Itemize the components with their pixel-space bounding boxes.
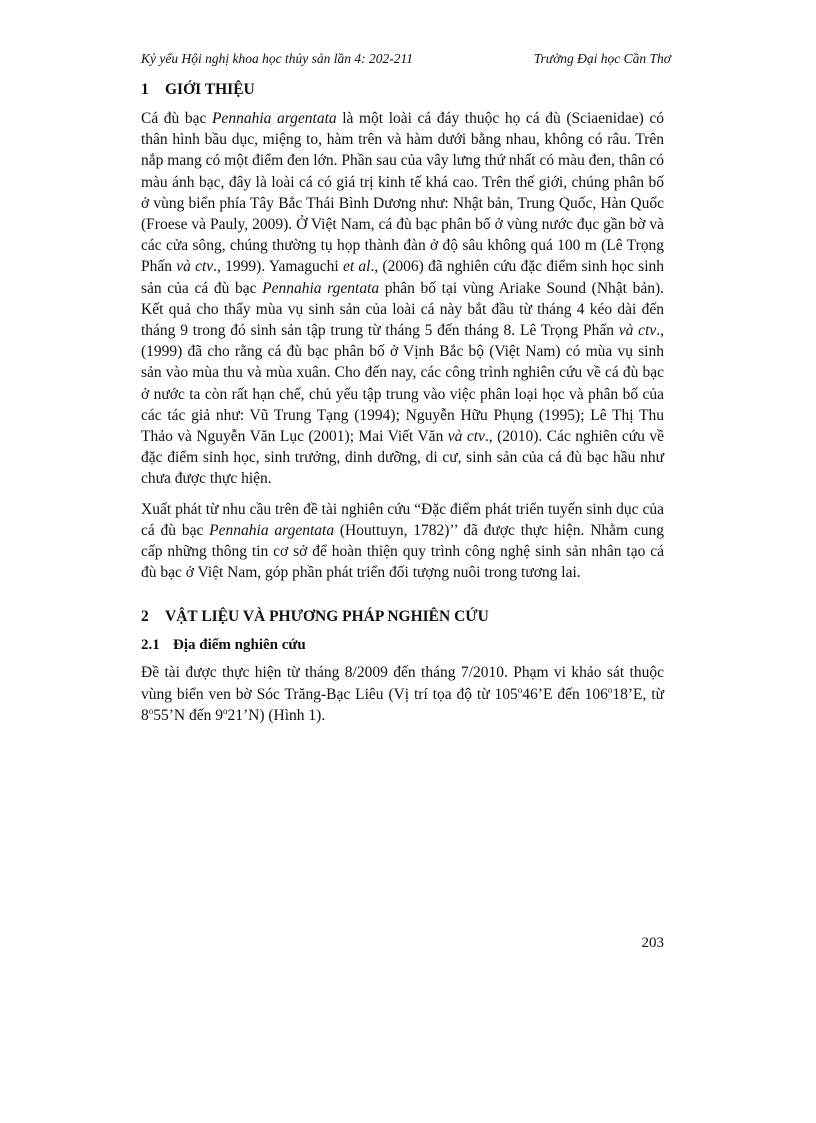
header-institution: Trường Đại học Cần Thơ <box>533 51 671 66</box>
intro-paragraph-2 <box>141 499 664 584</box>
text-run: Cá đù bạc <box>141 110 212 127</box>
degree-mark: o <box>223 705 228 716</box>
degree-mark: o <box>607 684 613 695</box>
text-run: 46’E đến 106 <box>522 685 608 703</box>
subsection-number: 2.1 <box>141 637 160 654</box>
text-run: 18’E, từ 8 <box>141 685 664 724</box>
text-run: ., 1999). Yamaguchi <box>213 258 343 276</box>
page-number: 203 <box>641 935 664 951</box>
citation-etal: và ctv <box>447 428 485 446</box>
text-run: Xuất phát từ nhu cầu trên đề tài nghiên cứu “Đặc điểm phát triển tuyến sinh dục của cá đù bạc <box>141 500 664 539</box>
text-run: Đề tài được thực hiện từ tháng 8/2009 đến tháng 7/2010. Phạm vi khảo sát thuộc vùng biển ven bờ Sóc Trăng-Bạc Liêu (Vị trí tọa độ từ 105 <box>141 664 664 703</box>
citation-etal: và ctv <box>176 258 214 276</box>
section-title: VẬT LIỆU VÀ PHƯƠNG PHÁP NGHIÊN CỨU <box>165 608 489 626</box>
running-header <box>141 50 671 68</box>
species-name: Pennahia argentata <box>209 521 335 539</box>
section-number: 1 <box>141 81 149 98</box>
text-run: ., (2010). Các nghiên cứu về đặc điểm sinh học, sinh trưởng, dinh dưỡng, di cư, sinh sản của cá đù bạc hầu như chưa được thực hiện. <box>141 428 664 488</box>
species-name: Pennahia argentata <box>211 110 337 127</box>
section-heading-introduction <box>141 80 664 100</box>
text-run: (Houttuyn, 1782)’’ đã được thực hiện. Nhằm cung cấp những thông tin cơ sở để hoàn thiện quy trình công nghệ sinh sản nhân tạo cá đù bạc ở Việt Nam, góp phần phát triển đối tượng nuôi trong tương lai. <box>141 521 664 582</box>
text-run: 55’N đến 9 <box>153 706 223 724</box>
citation-etal: et al <box>342 258 371 276</box>
study-site-paragraph <box>141 662 664 726</box>
subsection-title: Địa điểm nghiên cứu <box>173 637 306 654</box>
body-content <box>141 80 664 726</box>
header-proceedings-title: Kỷ yếu Hội nghị khoa học thủy sản lần 4: 202-211 <box>141 51 413 66</box>
intro-paragraph-1 <box>141 108 664 490</box>
text-run: ., (2006) đã nghiên cứu đặc điểm sinh học sinh sản của cá đù bạc <box>141 258 665 297</box>
section-title: GIỚI THIỆU <box>165 81 255 98</box>
text-run: phân bố tại vùng Ariake Sound (Nhật bản). Kết quả cho thấy mùa vụ sinh sản của loài cá này bắt đầu từ tháng 4 kéo dài đến tháng 9 trong đó sinh sản tập trung từ tháng 5 đến tháng 8. Lê Trọng Phấn <box>141 279 665 340</box>
text-run: ., (1999) đã cho rằng cá đù bạc phân bố ở Vịnh Bắc bộ (Việt Nam) có mùa vụ sinh sản vào mùa thu và mùa xuân. Cho đến nay, các công trình nghiên cứu về cá đù bạc ở nước ta còn rất hạn chế, chủ yếu tập trung vào việc phân loại học và phân bố của các tác giả như: Vũ Trung Tạng (1994); Nguyễn Hữu Phụng (1995); Lê Thị Thu Thảo và Nguyễn Văn Lục (2001); Mai Viết Văn <box>141 322 665 446</box>
degree-mark: o <box>148 705 154 716</box>
citation-etal: và ctv <box>618 322 657 340</box>
subsection-heading-study-site <box>141 635 664 655</box>
section-heading-materials-methods <box>141 607 664 627</box>
species-name: Pennahia rgentata <box>262 279 380 297</box>
text-run: 21’N) (Hình 1). <box>227 706 326 724</box>
section-number: 2 <box>141 608 149 626</box>
degree-mark: o <box>517 684 523 695</box>
text-run: là một loài cá đáy thuộc họ cá đù (Sciaenidae) có thân hình bầu dục, miệng to, hàm trên và hàm dưới bằng nhau, không có râu. Trên nắp mang có một điểm đen lớn. Phần sau của vây lưng thứ nhất có màu đen, thân có màu ánh bạc, đây là loài cá có giá trị kinh tế khá cao. Trên thế giới, chúng phân bố ở vùng biển phía Tây Bắc Thái Bình Dương như: Nhật bản, Trung Quốc, Hàn Quốc (Froese và Pauly, 2009). Ở Việt Nam, cá đù bạc phân bố ở vùng nước đục gần bờ và các cửa sông, chúng thường tụ họp thành đàn ở độ sâu không quá 100 m (Lê Trọng Phấn <box>141 110 664 276</box>
